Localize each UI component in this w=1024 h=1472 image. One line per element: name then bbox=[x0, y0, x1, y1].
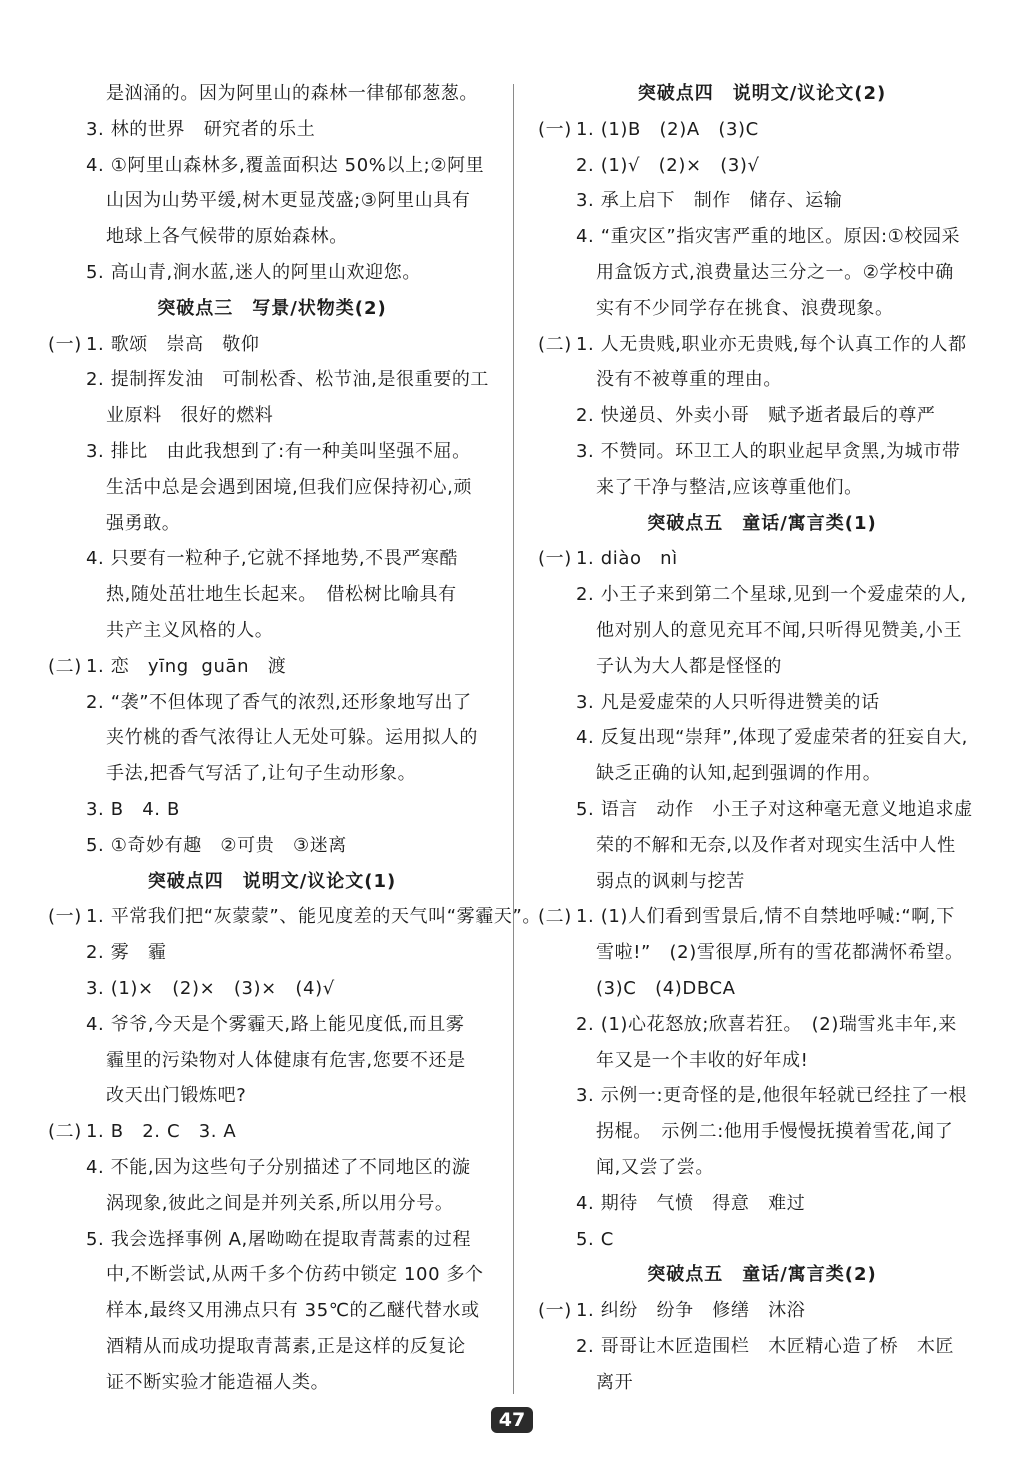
answer-line: 4. 不能,因为这些句子分别描述了不同地区的漩 bbox=[86, 1156, 471, 1178]
answer-line: 2. “袭”不但体现了香气的浓烈,还形象地写出了 bbox=[86, 691, 472, 713]
answer-line: 2. 雾 霾 bbox=[86, 942, 167, 964]
answer-continuation: 涡现象,彼此之间是并列关系,所以用分号。 bbox=[106, 1192, 454, 1214]
answer-continuation: (3)C (4)DBCA bbox=[596, 977, 736, 999]
answer-continuation: 离开 bbox=[596, 1371, 634, 1393]
answer-line: 5. 高山青,涧水蓝,迷人的阿里山欢迎您。 bbox=[86, 261, 421, 283]
answer-line: 5. 我会选择事例 A,屠呦呦在提取青蒿素的过程 bbox=[86, 1228, 472, 1250]
answer-continuation: 缺乏正确的认知,起到强调的作用。 bbox=[596, 763, 882, 785]
answer-line: 4. 反复出现“崇拜”,体现了爱虚荣者的狂妄自大, bbox=[576, 727, 968, 749]
answer-continuation: 业原料 很好的燃料 bbox=[106, 405, 274, 427]
column-divider bbox=[513, 84, 514, 1394]
answer-line: 2. 提制挥发油 可制松香、松节油,是很重要的工 bbox=[86, 369, 490, 391]
answer-line: 5. C bbox=[576, 1228, 614, 1250]
answer-group-line bbox=[538, 1293, 986, 1329]
answer-continuation: 是汹涌的。因为阿里山的森林一律郁郁葱葱。 bbox=[106, 83, 478, 104]
answer-continuation: 证不断实验才能造福人类。 bbox=[106, 1371, 330, 1393]
answer-group-line bbox=[48, 649, 496, 685]
answer-line: 3. B 4. B bbox=[86, 798, 180, 820]
answer-continuation: 霾里的污染物对人体健康有危害,您要不还是 bbox=[106, 1049, 466, 1071]
answer-text: 1. 纠纷 纷争 修缮 沐浴 bbox=[576, 1300, 806, 1322]
answer-continuation: 年又是一个丰收的好年成! bbox=[596, 1049, 809, 1071]
answer-line: 3. (1)× (2)× (3)× (4)√ bbox=[86, 977, 335, 999]
answer-text: 1. (1)B (2)A (3)C bbox=[576, 118, 759, 140]
answer-continuation: 弱点的讽刺与挖苦 bbox=[596, 870, 745, 892]
answer-continuation: 没有不被尊重的理由。 bbox=[596, 369, 782, 391]
answer-continuation: 手法,把香气写活了,让句子生动形象。 bbox=[106, 763, 417, 785]
answer-group-line bbox=[538, 112, 986, 148]
answer-line: 4. 期待 气愤 得意 难过 bbox=[576, 1192, 806, 1214]
answer-line: 5. 语言 动作 小王子对这种毫无意义地追求虚 bbox=[576, 798, 973, 820]
answer-continuation: 来了干净与整洁,应该尊重他们。 bbox=[596, 476, 863, 498]
answer-line: 4. 只要有一粒种子,它就不择地势,不畏严寒酷 bbox=[86, 548, 459, 570]
answer-continuation: 地球上各气候带的原始森林。 bbox=[106, 226, 348, 248]
answer-line: 3. 林的世界 研究者的乐土 bbox=[86, 118, 316, 140]
answer-line: 3. 承上启下 制作 储存、运输 bbox=[576, 190, 843, 212]
answer-line: 2. 快递员、外卖小哥 赋予逝者最后的尊严 bbox=[576, 405, 936, 427]
answer-continuation: 雪啦!” (2)雪很厚,所有的雪花都满怀希望。 bbox=[596, 942, 964, 964]
answer-group-line bbox=[538, 899, 986, 935]
answer-line: 4. ①阿里山森林多,覆盖面积达 50%以上;②阿里 bbox=[86, 154, 485, 176]
answer-continuation: 实有不少同学存在挑食、浪费现象。 bbox=[596, 297, 894, 319]
answer-continuation: 荣的不解和无奈,以及作者对现实生活中人性 bbox=[596, 834, 956, 856]
group-marker: (二) bbox=[48, 655, 82, 677]
answer-group-line bbox=[538, 541, 986, 577]
answer-continuation: 共产主义风格的人。 bbox=[106, 619, 274, 641]
group-marker: (一) bbox=[538, 1300, 572, 1322]
answer-text: 1. 平常我们把“灰蒙蒙”、能见度差的天气叫“雾霾天”。 bbox=[86, 906, 541, 928]
answer-text: 1. diào nì bbox=[576, 548, 678, 570]
answer-continuation: 样本,最终又用沸点只有 35℃的乙醚代替水或 bbox=[106, 1300, 480, 1322]
answer-continuation: 子认为大人都是怪怪的 bbox=[596, 655, 782, 677]
answer-group-line bbox=[48, 327, 496, 363]
answer-continuation: 中,不断尝试,从两千多个仿药中锁定 100 多个 bbox=[106, 1264, 484, 1286]
answer-line: 4. 爷爷,今天是个雾霾天,路上能见度低,而且雾 bbox=[86, 1013, 465, 1035]
answer-text: 1. 人无贵贱,职业亦无贵贱,每个认真工作的人都 bbox=[576, 333, 967, 355]
answer-line: 2. 小王子来到第二个星球,见到一个爱虚荣的人, bbox=[576, 584, 967, 606]
answer-continuation: 用盒饭方式,浪费量达三分之一。②学校中确 bbox=[596, 261, 954, 283]
answer-text: 1. 恋 yīng guān 渡 bbox=[86, 655, 287, 677]
left-column bbox=[48, 76, 541, 1400]
answer-continuation: 改天出门锻炼吧? bbox=[106, 1085, 247, 1107]
group-marker: (二) bbox=[538, 906, 572, 928]
answer-line: 3. 示例一:更奇怪的是,他很年轻就已经拄了一根 bbox=[576, 1085, 968, 1107]
group-marker: (一) bbox=[538, 118, 572, 140]
group-marker: (一) bbox=[48, 333, 82, 355]
answer-continuation: 夹竹桃的香气浓得让人无处可躲。运用拟人的 bbox=[106, 727, 478, 749]
answer-group-line bbox=[48, 1114, 496, 1150]
answer-continuation: 闻,又尝了尝。 bbox=[596, 1156, 714, 1178]
answer-line: 3. 排比 由此我想到了:有一种美叫坚强不屈。 bbox=[86, 440, 471, 462]
section-heading: 突破点五 童话/寓言类(1) bbox=[647, 512, 877, 534]
answer-continuation: 山因为山势平缓,树木更显茂盛;③阿里山具有 bbox=[106, 190, 471, 212]
group-marker: (二) bbox=[48, 1121, 82, 1143]
answer-group-line bbox=[48, 899, 541, 935]
answer-continuation: 生活中总是会遇到困境,但我们应保持初心,顽 bbox=[106, 476, 473, 498]
answer-continuation: 热,随处茁壮地生长起来。 借松树比喻具有 bbox=[106, 584, 457, 606]
answer-text: 1. 歌颂 崇高 敬仰 bbox=[86, 333, 260, 355]
answer-text: 1. B 2. C 3. A bbox=[86, 1121, 237, 1143]
answer-line: 2. (1)心花怒放;欣喜若狂。 (2)瑞雪兆丰年,来 bbox=[576, 1013, 957, 1035]
answer-continuation: 他对别人的意见充耳不闻,只听得见赞美,小王 bbox=[596, 619, 963, 641]
right-column bbox=[538, 76, 986, 1400]
answer-continuation: 强勇敢。 bbox=[106, 512, 181, 534]
answer-text: 1. (1)人们看到雪景后,情不自禁地呼喊:“啊,下 bbox=[576, 906, 955, 928]
section-heading: 突破点三 写景/状物类(2) bbox=[157, 297, 387, 319]
section-heading: 突破点四 说明文/议论文(1) bbox=[147, 870, 397, 892]
answer-line: 2. 哥哥让木匠造围栏 木匠精心造了桥 木匠 bbox=[576, 1335, 955, 1357]
section-heading: 突破点四 说明文/议论文(2) bbox=[637, 83, 887, 104]
answer-continuation: 拐棍。 示例二:他用手慢慢抚摸着雪花,闻了 bbox=[596, 1121, 954, 1143]
answer-continuation: 酒精从而成功提取青蒿素,正是这样的反复论 bbox=[106, 1335, 466, 1357]
group-marker: (二) bbox=[538, 333, 572, 355]
answer-line: 5. ①奇妙有趣 ②可贵 ③迷离 bbox=[86, 834, 347, 856]
section-heading: 突破点五 童话/寓言类(2) bbox=[647, 1264, 877, 1286]
answer-line: 4. “重灾区”指灾害严重的地区。原因:①校园采 bbox=[576, 226, 961, 248]
group-marker: (一) bbox=[48, 906, 82, 928]
answer-line: 2. (1)√ (2)× (3)√ bbox=[576, 154, 760, 176]
group-marker: (一) bbox=[538, 548, 572, 570]
page-number: 47 bbox=[491, 1407, 533, 1433]
answer-line: 3. 不赞同。环卫工人的职业起早贪黑,为城市带 bbox=[576, 440, 961, 462]
answer-group-line bbox=[538, 327, 986, 363]
answer-line: 3. 凡是爱虚荣的人只听得进赞美的话 bbox=[576, 691, 880, 713]
